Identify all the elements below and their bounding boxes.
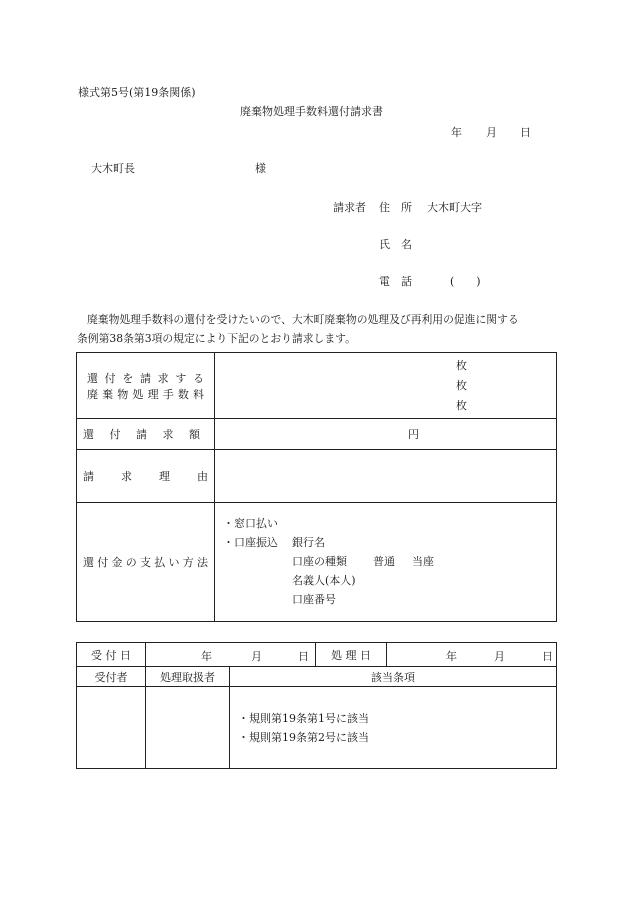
amount-label: 還付請求額 — [83, 428, 200, 441]
clause-header: 該当条項 — [230, 667, 557, 687]
processed-date-label — [316, 643, 387, 667]
account-type-current: 当座 — [412, 555, 434, 568]
received-year: 年 — [201, 649, 212, 663]
bank-name-label: 銀行名 — [292, 536, 325, 549]
office-body-row — [77, 687, 557, 769]
body-text-line-1: 廃棄物処理手数料の還付を受けたいので、大木町廃棄物の処理及び再利用の促進に関する — [87, 313, 519, 326]
received-date-label — [77, 643, 146, 667]
amount-row — [77, 419, 557, 450]
account-number-label: 口座番号 — [292, 593, 336, 606]
office-use-table — [76, 642, 557, 769]
reason-value-cell — [215, 450, 557, 503]
payment-label-cell — [77, 503, 215, 622]
sheet-unit-3: 枚 — [456, 398, 467, 412]
address-label: 住 所 — [379, 201, 412, 214]
date-day: 日 — [520, 126, 531, 139]
addressee-honorific: 様 — [255, 162, 266, 175]
form-style-number: 様式第5号(第19条関係) — [78, 86, 196, 99]
phone-label: 電 話 — [379, 275, 412, 288]
amount-value-cell — [215, 419, 557, 450]
processed-year: 年 — [446, 649, 458, 663]
amount-label-cell — [77, 419, 215, 450]
refund-request-table — [76, 352, 557, 622]
receiver-header: 受付者 — [77, 667, 146, 687]
phone-value: ( ) — [450, 275, 481, 288]
receiver-cell — [77, 687, 146, 769]
reason-row — [77, 450, 557, 503]
account-type-ordinary: 普通 — [373, 555, 395, 568]
received-month: 月 — [251, 649, 262, 663]
account-holder-label: 名義人(本人) — [292, 574, 356, 587]
received-date-label-text: 受 付 日 — [91, 648, 131, 662]
reason-label: 請求理由 — [83, 470, 208, 483]
applicant-label: 請求者 — [333, 201, 366, 214]
office-dates-row — [77, 643, 557, 667]
form-title: 廃棄物処理手数料還付請求書 — [240, 105, 383, 118]
received-date-value — [146, 643, 316, 667]
processed-month: 月 — [494, 649, 506, 663]
handler-cell — [146, 687, 230, 769]
handler-header: 処理取扱者 — [146, 667, 230, 687]
payment-method-cell — [215, 503, 557, 622]
date-year: 年 — [451, 126, 462, 139]
date-month: 月 — [486, 126, 497, 139]
processed-date-value — [387, 643, 557, 667]
fee-sheets-cell — [215, 353, 557, 419]
body-text-line-2: 条例第38条第3項の規定により下記のとおり請求します。 — [77, 332, 356, 345]
received-day: 日 — [298, 649, 309, 663]
name-label: 氏 名 — [379, 238, 412, 251]
account-type-label: 口座の種類 — [292, 555, 347, 568]
fee-row — [77, 353, 557, 419]
fee-label-line-1: 還付を請求する — [87, 371, 204, 385]
reason-label-cell — [77, 450, 215, 503]
clause-item-2: ・規則第19条第2号に該当 — [238, 730, 369, 744]
processed-date-label-text: 処 理 日 — [331, 648, 372, 662]
amount-unit: 円 — [408, 428, 419, 441]
payment-row — [77, 503, 557, 622]
addressee: 大木町長 — [91, 162, 135, 175]
sheet-unit-1: 枚 — [456, 358, 467, 372]
payment-label: 還付金の支払い方法 — [83, 556, 208, 569]
fee-label-line-2: 廃棄物処理手数料 — [87, 387, 204, 401]
clause-cell — [230, 687, 557, 769]
sheet-unit-2: 枚 — [456, 378, 467, 392]
office-header-row — [77, 667, 557, 687]
payment-transfer: ・口座振込 — [223, 536, 278, 549]
address-value: 大木町大字 — [427, 201, 482, 214]
clause-item-1: ・規則第19条第1号に該当 — [238, 711, 369, 725]
processed-day: 日 — [542, 649, 554, 663]
fee-label-cell — [77, 353, 215, 419]
payment-counter: ・窓口払い — [223, 517, 278, 530]
